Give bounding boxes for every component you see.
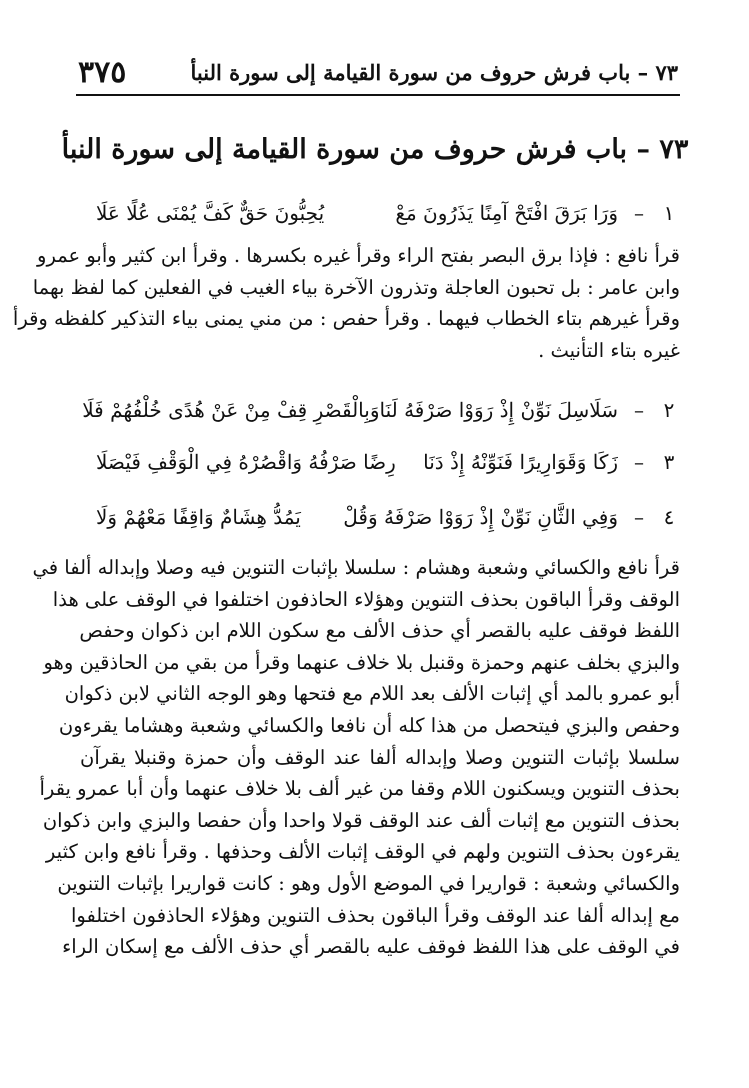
verse-first-hemistich: وَفِي الثَّانِ نَوِّنْ إِذْ رَوَوْا صَرْفَهُ وَقُلْ [343,505,618,529]
commentary-paragraph [32,552,680,963]
verse-number: ٢ [663,398,675,422]
verse-second-hemistich: يُحِبُّونَ حَقٌّ كَفَّ يُمْنَى عُلًا عَلَا [95,201,325,225]
text-line: سلسلا بإثبات التنوين وصلا وإبداله ألفا عند الوقف وأن حمزة وقنبلا يقرآن [80,745,680,769]
verse-second-hemistich: يَمُدُّ هِشَامٌ وَاقِفًا مَعْهُمْ وَلَا [96,505,301,529]
verse-first-hemistich: زَكَا وَقَوَارِيرًا فَنَوِّنْهُ إِذْ دَنَا [423,450,618,474]
running-head [78,52,678,92]
verse-dash: – [634,450,644,474]
verse-number: ١ [663,201,675,225]
text-line: والبزي بخلف عنهم وحمزة وقنبل بلا خلاف عنهما وقرأ من بقي من الحاذقين وهو [43,650,680,674]
verse-line [96,445,684,479]
text-line: بحذف التنوين مع إثبات ألف عند الوقف قولا واحدا وأن حفصا والبزي وابن ذكوان [42,808,680,832]
text-line: بحذف التنوين ويسكنون اللام وقفا من غير ألف بلا خلاف عنهما وأن أبا عمرو يقرأ [39,777,680,801]
verse-first-hemistich: وَرَا بَرَقَ افْتَحْ آمِنًا يَذَرُونَ مَعْ [395,201,618,225]
running-head-title: ٧٣ – باب فرش حروف من سورة القيامة إلى سورة النبأ [190,59,678,85]
text-line: والكسائي وشعبة : قواريرا في الموضع الأول وهو : كانت قواريرا بإثبات التنوين [57,871,680,895]
verse-line [96,196,684,230]
page-number: ٣٧٥ [78,54,127,90]
text-line: وابن عامر : بل تحبون العاجلة وتذرون الآخرة بياء الغيب في الفعلين كما لفظ بهما [32,275,680,299]
verse-line [96,500,684,534]
text-line: الوقف وقرأ الباقون بحذف التنوين وهؤلاء الحاذفون اختلفوا في الوقف على هذا [52,587,680,611]
text-line: وحفص والبزي فيتحصل من هذا كله أن نافعا والكسائي وشعبة وهشاما يقرءون [58,713,680,737]
verse-second-hemistich: وَبِالْقَصْرِ قِفْ مِنْ عَنْ هُدًى خُلْفُهُمْ فَلَا [82,398,380,422]
text-line: في الوقف على هذا اللفظ فوقف عليه بالقصر أي حذف الألف مع إسكان الراء [62,935,680,959]
text-line: أبو عمرو بالمد أي إثبات الألف بعد اللام مع فتحها وهو الوجه الثاني لابن ذكوان [64,682,680,706]
verse-second-hemistich: رِضًا صَرْفُهُ وَاقْصُرْهُ فِي الْوَقْفِ فَيْصَلَا [96,450,396,474]
text-line: يقرءون بحذف التنوين ولهم في الوقف إثبات الألف وحذفها . وقرأ نافع وابن كثير [45,840,680,864]
verse-number: ٣ [663,450,675,474]
chapter-title: ٧٣ – باب فرش حروف من سورة القيامة إلى سورة النبأ [61,134,689,165]
text-line: قرأ نافع : فإذا برق البصر بفتح الراء وقرأ غيره بكسرها . وقرأ ابن كثير وأبو عمرو [37,244,680,267]
verse-dash: – [634,398,644,422]
text-line: اللفظ فوقف عليه بالقصر أي حذف الألف مع سكون اللام ابن ذكوان وحفص [79,619,680,643]
text-line: قرأ نافع والكسائي وشعبة وهشام : سلسلا بإثبات التنوين فيه وصلا وإبداله ألفا في [32,556,680,579]
header-rule [76,94,680,96]
commentary-paragraph [12,240,680,366]
verse-dash: – [634,201,644,225]
text-line: مع إبداله ألفا عند الوقف وقرأ الباقون بحذف التنوين وهؤلاء الحاذفون اختلفوا [70,903,680,927]
text-line: وقرأ غيرهم بتاء الخطاب فيهما . وقرأ حفص : من مني يمنى بياء التذكير كلفظه وقرأ [12,307,680,331]
text-line: غيره بتاء التأنيث . [538,338,680,362]
verse-dash: – [634,505,644,529]
verse-number: ٤ [663,505,675,529]
verse-first-hemistich: سَلَاسِلَ نَوِّنْ إِذْ رَوَوْا صَرْفَهُ لَنَا [379,398,618,422]
verse-line [82,393,684,427]
